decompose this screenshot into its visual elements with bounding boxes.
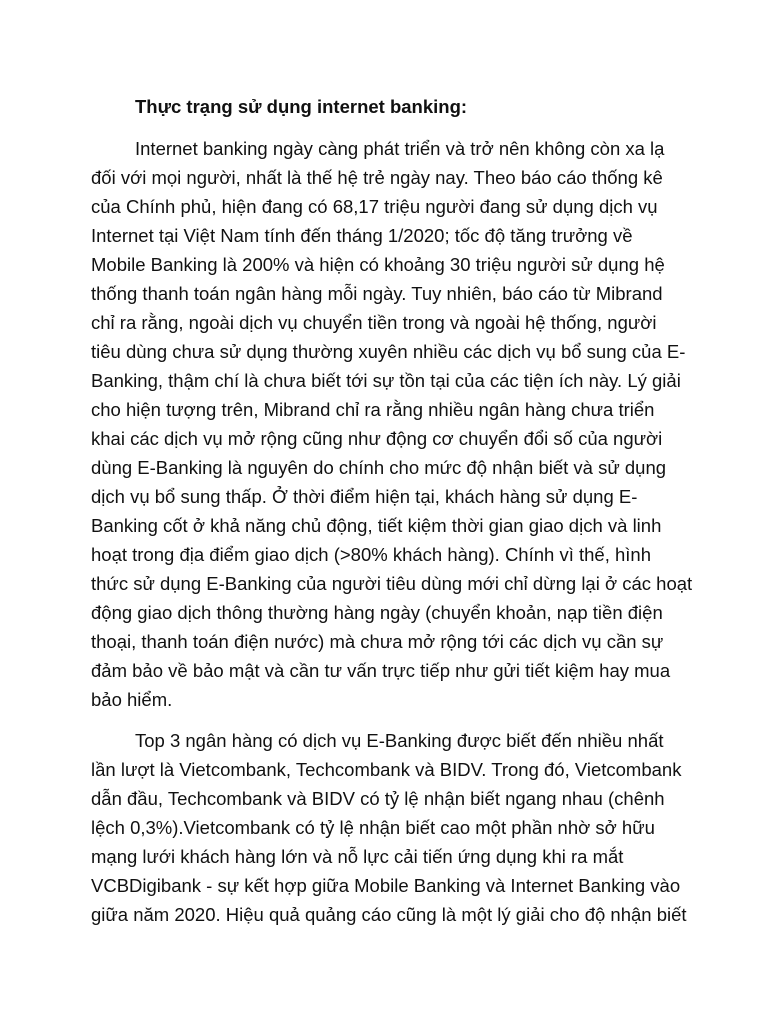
section-heading: Thực trạng sử dụng internet banking: xyxy=(135,96,468,117)
paragraph-top-banks xyxy=(91,726,691,929)
text-line: hoạt trong địa điểm giao dịch (>80% khách hàng). Chính vì thế, hình xyxy=(91,544,651,565)
paragraph-internet-banking-status xyxy=(91,134,691,714)
text-line: mạng lưới khách hàng lớn và nỗ lực cải tiến ứng dụng khi ra mắt xyxy=(91,846,624,867)
text-line: dẫn đầu, Techcombank và BIDV có tỷ lệ nhận biết ngang nhau (chênh xyxy=(91,788,665,809)
text-line: Banking cốt ở khả năng chủ động, tiết kiệm thời gian giao dịch và linh xyxy=(91,515,662,536)
text-line: thoại, thanh toán điện nước) mà chưa mở rộng tới các dịch vụ cần sự xyxy=(91,631,664,652)
text-line: Internet banking ngày càng phát triển và trở nên không còn xa lạ xyxy=(135,138,665,159)
text-line: chỉ ra rằng, ngoài dịch vụ chuyển tiền trong và ngoài hệ thống, người xyxy=(91,312,657,333)
text-line: lần lượt là Vietcombank, Techcombank và BIDV. Trong đó, Vietcombank xyxy=(91,759,682,780)
text-line: thống thanh toán ngân hàng mỗi ngày. Tuy nhiên, báo cáo từ Mibrand xyxy=(91,283,663,304)
text-line: bảo hiểm. xyxy=(91,689,173,710)
text-line: giữa năm 2020. Hiệu quả quảng cáo cũng là một lý giải cho độ nhận biết xyxy=(91,904,687,925)
text-line: lệch 0,3%).Vietcombank có tỷ lệ nhận biết cao một phần nhờ sở hữu xyxy=(91,817,655,838)
text-line: khai các dịch vụ mở rộng cũng như động cơ chuyển đổi số của người xyxy=(91,428,663,449)
text-line: tiêu dùng chưa sử dụng thường xuyên nhiều các dịch vụ bổ sung của E- xyxy=(91,341,686,362)
text-line: cho hiện tượng trên, Mibrand chỉ ra rằng nhiều ngân hàng chưa triển xyxy=(91,399,655,420)
text-line: đảm bảo về bảo mật và cần tư vấn trực tiếp như gửi tiết kiệm hay mua xyxy=(91,660,671,681)
text-line: dùng E-Banking là nguyên do chính cho mức độ nhận biết và sử dụng xyxy=(91,457,667,478)
text-line: của Chính phủ, hiện đang có 68,17 triệu người đang sử dụng dịch vụ xyxy=(91,196,658,217)
text-line: thức sử dụng E-Banking của người tiêu dùng mới chỉ dừng lại ở các hoạt xyxy=(91,573,693,594)
text-line: đối với mọi người, nhất là thế hệ trẻ ngày nay. Theo báo cáo thống kê xyxy=(91,167,663,188)
text-line: dịch vụ bổ sung thấp. Ở thời điểm hiện tại, khách hàng sử dụng E- xyxy=(91,486,638,507)
text-line: động giao dịch thông thường hàng ngày (chuyển khoản, nạp tiền điện xyxy=(91,602,663,623)
text-line: Mobile Banking là 200% và hiện có khoảng 30 triệu người sử dụng hệ xyxy=(91,254,665,275)
text-line: Top 3 ngân hàng có dịch vụ E-Banking được biết đến nhiều nhất xyxy=(135,730,664,751)
text-line: VCBDigibank - sự kết hợp giữa Mobile Banking và Internet Banking vào xyxy=(91,875,681,896)
text-line: Banking, thậm chí là chưa biết tới sự tồn tại của các tiện ích này. Lý giải xyxy=(91,370,681,391)
text-line: Internet tại Việt Nam tính đến tháng 1/2020; tốc độ tăng trưởng về xyxy=(91,225,633,246)
